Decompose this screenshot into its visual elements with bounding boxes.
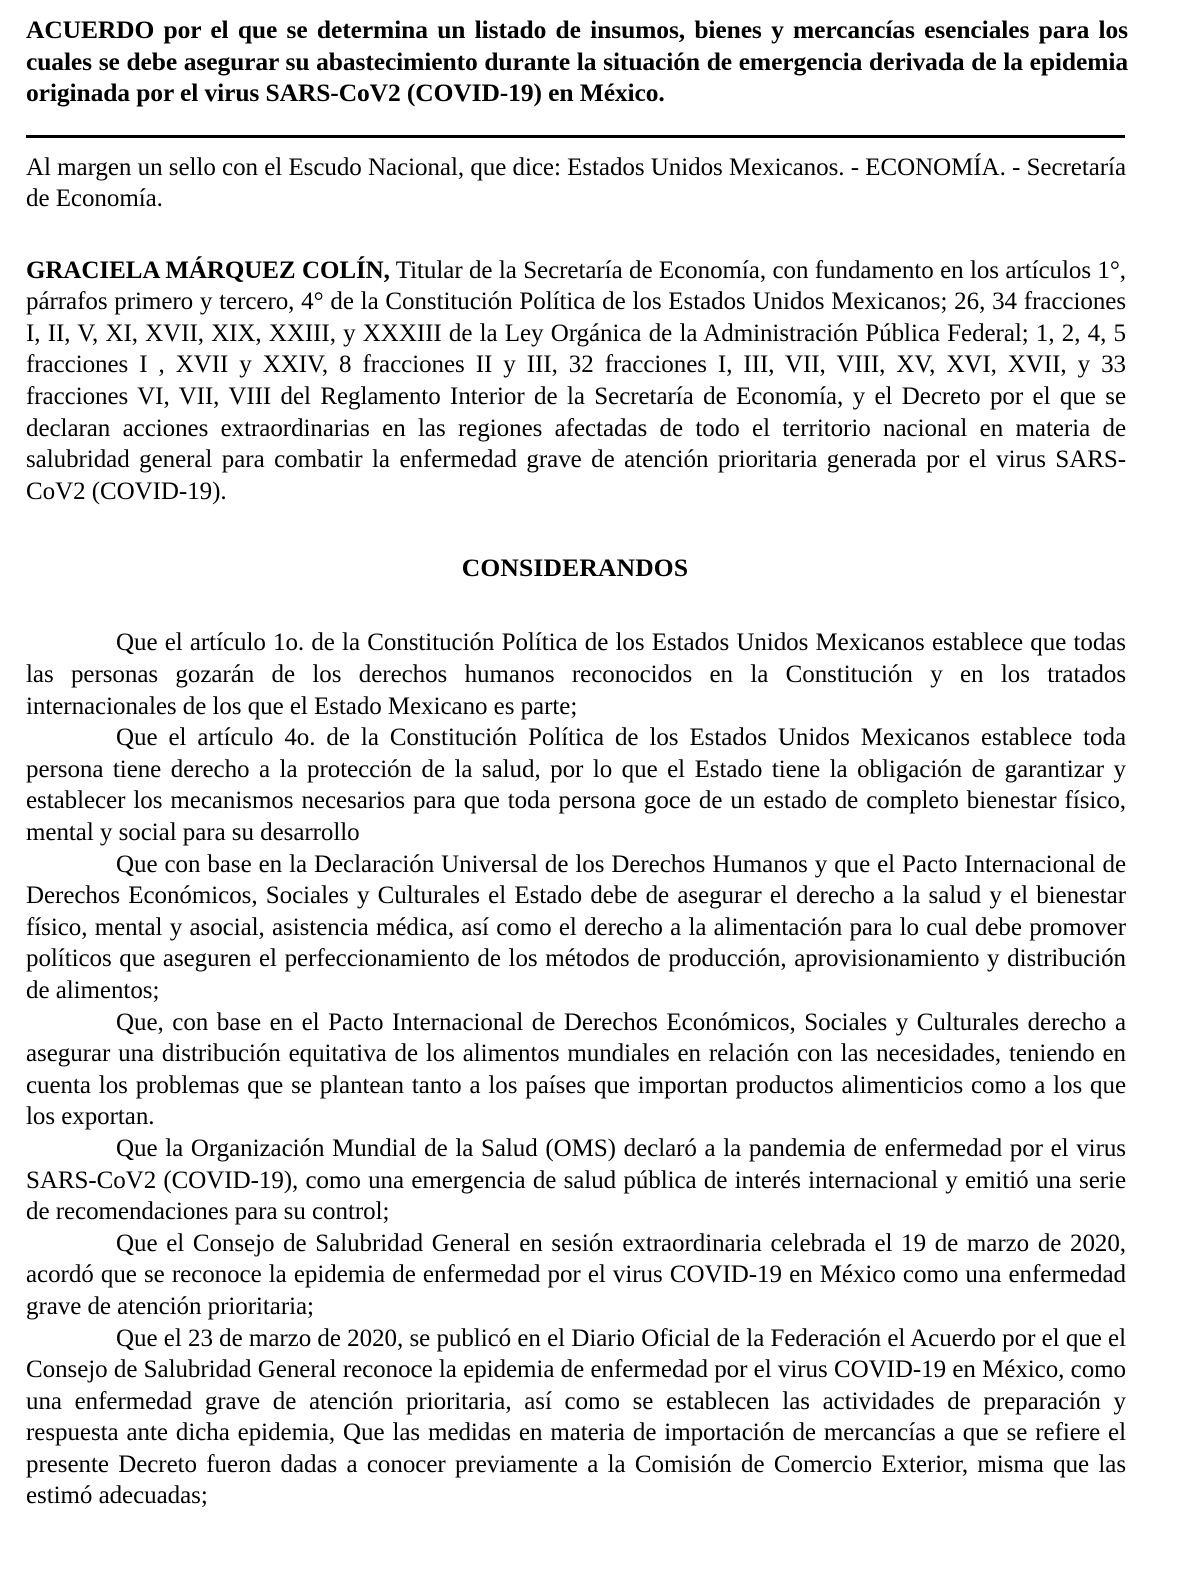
considerando-item: Que el artículo 4o. de la Constitución Política de los Estados Unidos Mexicanos establece toda persona tiene derecho a la protección de la salud, por lo que el Estado tiene la obligación de garantizar y establecer los mecanismos necesarios para que toda persona goce de un estado de completo bienestar físico, mental y social para su desarrollo — [26, 724, 1126, 846]
preamble-body-text: Titular de la Secretaría de Economía, con fundamento en los artículos 1°, párrafos primero y tercero, 4° de la Constitución Política de los Estados Unidos Mexicanos; 26, 34 fracciones I, II, V, XI, XVII, XIX, XXIII, y XXXIII de la Ley Orgánica de la Administración Pública Federal; 1, 2, 4, 5 fracciones I , XVII y XXIV, 8 fracciones II y III, 32 fracciones I, III, VII, VIII, XV, XVI, XVII, y 33 fracciones VI, VII, VIII del Reglamento Interior de la Secretaría de Economía, y el Decreto por el que se declaran acciones extraordinarias en las regiones afectadas de todo el territorio nacional en materia de salubridad general para combatir la enfermedad grave de atención prioritaria generada por el virus SARS-CoV2 (COVID-19). — [26, 256, 1126, 505]
considerandos-list — [26, 627, 1136, 1512]
considerando-item: Que la Organización Mundial de la Salud (OMS) declaró a la pandemia de enfermedad por el virus SARS-CoV2 (COVID-19), como una emergencia de salud pública de interés internacional y emitió una serie de recomendaciones para su control; — [26, 1134, 1126, 1226]
considerando-item: Que con base en la Declaración Universal de los Derechos Humanos y que el Pacto Internacional de Derechos Económicos, Sociales y Culturales el Estado debe de asegurar el derecho a la salud y el bienestar físico, mental y asocial, asistencia médica, así como el derecho a la alimentación para lo cual debe promover políticos que aseguren el perfeccionamiento de los métodos de producción, aprovisionamiento y distribución de alimentos; — [26, 850, 1126, 1004]
section-heading-considerandos: CONSIDERANDOS — [461, 553, 689, 583]
considerando-item: Que el artículo 1o. de la Constitución Política de los Estados Unidos Mexicanos establece que todas las personas gozarán de los derechos humanos reconocidos en la Constitución y en los tratados internacionales de los que el Estado Mexicano es parte; — [26, 629, 1126, 720]
signatory-name: GRACIELA MÁRQUEZ COLÍN, — [26, 256, 390, 284]
seal-margin-note: Al margen un sello con el Escudo Nacional, que dice: Estados Unidos Mexicanos. - ECONOMÍA. - Secretaría de Economía. — [26, 153, 1126, 213]
considerando-item: Que, con base en el Pacto Internacional de Derechos Económicos, Sociales y Culturales derecho a asegurar una distribución equitativa de los alimentos mundiales en relación con las necesidades, teniendo en cuenta los problemas que se plantean tanto a los países que importan productos alimenticios como a los que los exportan. — [26, 1008, 1126, 1131]
preamble-paragraph — [26, 255, 1136, 508]
document-title: ACUERDO por el que se determina un listado de insumos, bienes y mercancías esenciales para los cuales se debe asegurar su abastecimiento durante la situación de emergencia derivada de la epidemia originada por el virus SARS-CoV2 (COVID-19) en México. — [26, 15, 1128, 107]
considerando-item: Que el Consejo de Salubridad General en sesión extraordinaria celebrada el 19 de marzo de 2020, acordó que se reconoce la epidemia de enfermedad por el virus COVID-19 en México como una enfermedad grave de atención prioritaria; — [26, 1229, 1126, 1320]
title-separator-rule — [26, 135, 1125, 138]
considerando-item: Que el 23 de marzo de 2020, se publicó en el Diario Oficial de la Federación el Acuerdo por el que el Consejo de Salubridad General reconoce la epidemia de enfermedad por el virus COVID-19 en México, como una enfermedad grave de atención prioritaria, así como se establecen las actividades de preparación y respuesta ante dicha epidemia, Que las medidas en materia de importación de mercancías a que se refiere el presente Decreto fueron dadas a conocer previamente a la Comisión de Comercio Exterior, misma que las estimó adecuadas; — [26, 1324, 1126, 1510]
